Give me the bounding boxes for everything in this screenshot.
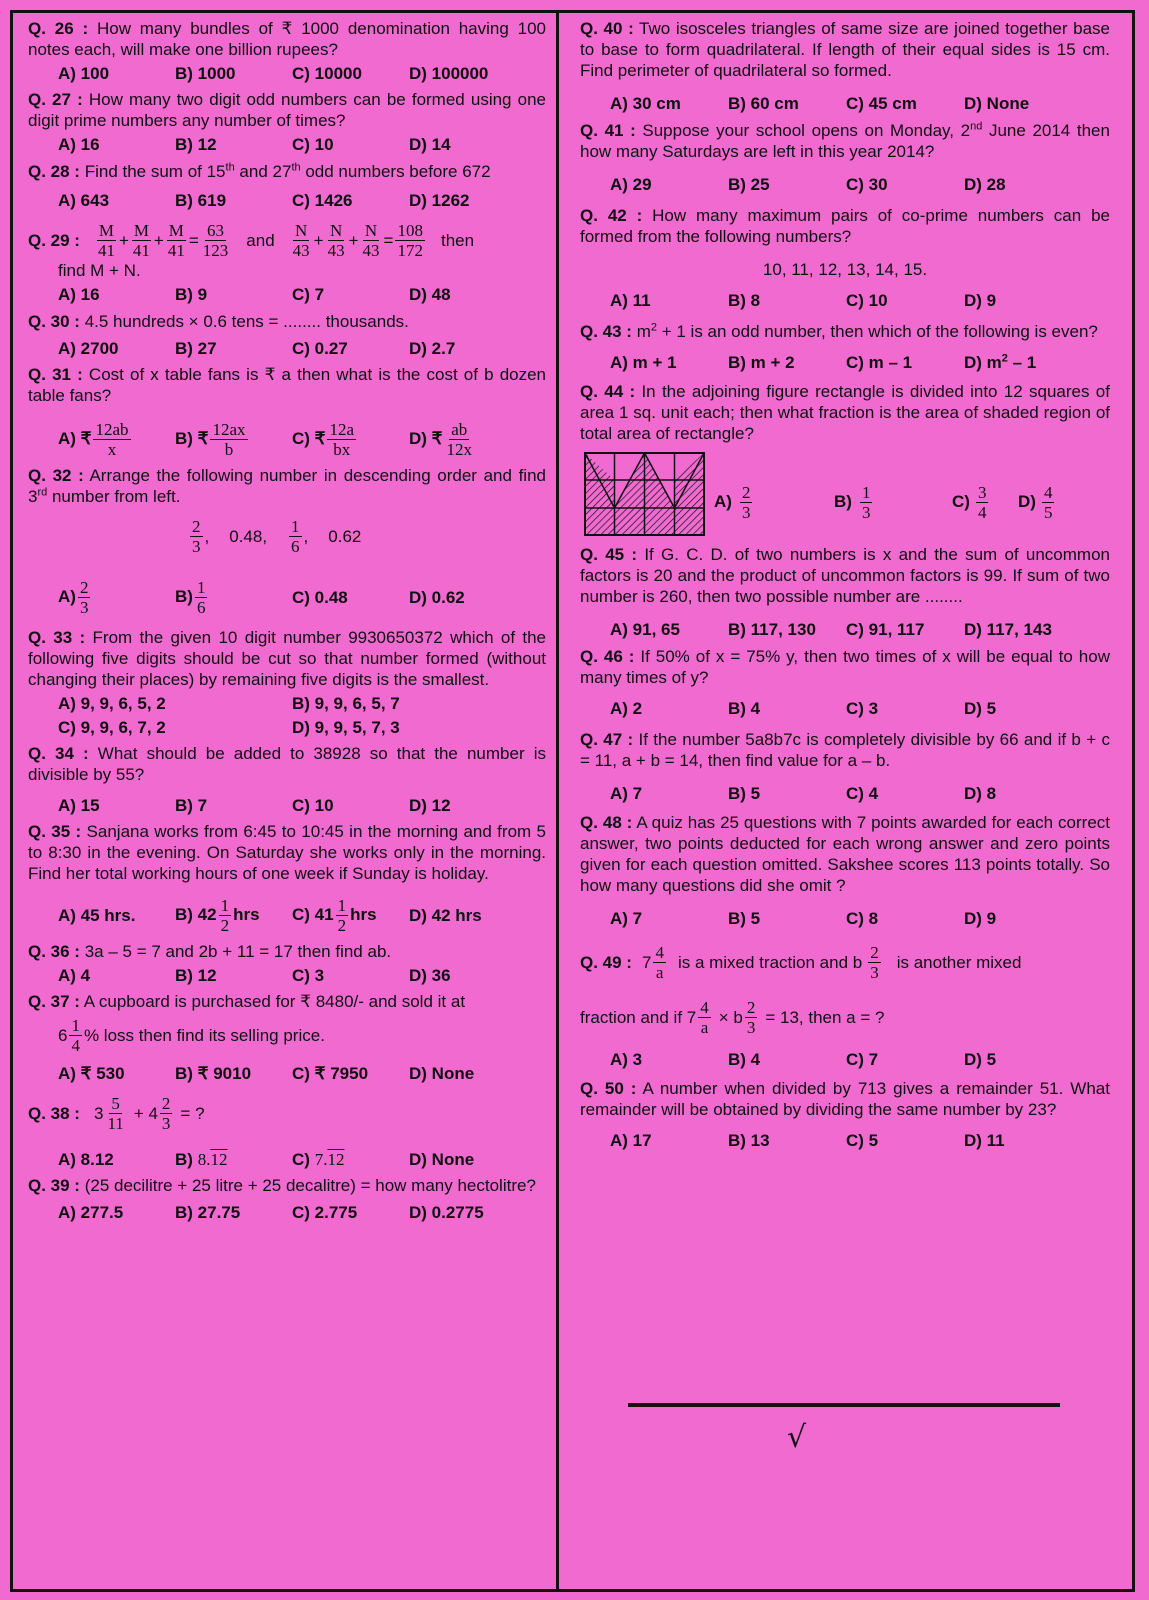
option-c: C) 10 (292, 796, 334, 815)
option-b: B) 9 (175, 285, 208, 304)
option-b: B) 4 (728, 699, 761, 718)
options-45 (580, 619, 1110, 640)
fraction: $\frac{12ax}{b}$ (212, 420, 246, 459)
option-c: C) 5 (846, 1131, 879, 1150)
question-number: Q. 48 : (580, 813, 633, 832)
option-d: D) 42 hrs (409, 906, 482, 925)
whole-number: 6 (58, 1026, 68, 1045)
option-a: A) 2700 (58, 339, 119, 358)
option-c: C) ₹ $\frac{12a}{bx}$ (292, 420, 355, 459)
question-number: Q. 27 : (28, 90, 83, 109)
fraction: $\frac{12a}{bx}$ (329, 420, 355, 459)
handwritten-tick-mark: √ (787, 1420, 807, 1455)
question-35 (28, 821, 546, 884)
option-c: C) 10 (292, 135, 334, 154)
options-39 (28, 1202, 546, 1223)
option-a: A) 11 (610, 291, 651, 310)
question-text: In the adjoining figure rectangle is divided into 12 squares of area 1 sq. unit each; then what fraction is the area of shaded region of total area of rectangle? (580, 382, 1110, 443)
option-d: D) 12 (409, 796, 451, 815)
options-42 (580, 290, 1110, 311)
right-column (580, 18, 1110, 1156)
question-text: 4.5 hundreds × 0.6 tens = ........ thousands. (84, 312, 409, 331)
option-a: A) m + 1 (610, 353, 677, 372)
fraction: $\frac{M}{41}$ (167, 221, 185, 260)
option-a: A) 4 (58, 966, 91, 985)
question-41 (580, 120, 1110, 162)
option-a: A) 2 (610, 699, 643, 718)
question-number: Q. 37 : (28, 992, 80, 1011)
option-a: A) ₹ $\frac{12ab}{x}$ (58, 420, 129, 459)
option-b: B) 4 (728, 1050, 761, 1069)
question-40 (580, 18, 1110, 81)
option-b: B) m + 2 (728, 353, 795, 372)
option-b: B) ₹ $\frac{12ax}{b}$ (175, 420, 246, 459)
question-38 (28, 1094, 546, 1133)
option-a: A) 3 (610, 1050, 643, 1069)
option-a: A) 91, 65 (610, 620, 680, 639)
question-number: Q. 26 : (28, 19, 89, 38)
question-45 (580, 544, 1110, 607)
option-b: B) 42 $\frac{1}{2}$ hrs (175, 896, 260, 935)
fraction: $\frac{1}{2}$ (337, 896, 347, 935)
question-number: Q. 45 : (580, 545, 638, 564)
fraction: $\frac{2}{3}$ (161, 1094, 171, 1133)
question-number: Q. 35 : (28, 822, 82, 841)
option-c: C) 10000 (292, 64, 362, 83)
superscript: 2 (650, 321, 657, 334)
question-number: Q. 36 : (28, 942, 80, 961)
option-d: D) ₹ $\frac{ab}{12x}$ (409, 420, 472, 459)
end-rule (628, 1403, 1060, 1407)
question-32 (28, 465, 546, 507)
question-number: Q. 47 : (580, 730, 634, 749)
question-text-part: Find the sum of 15 (84, 162, 226, 181)
question-number: Q. 44 : (580, 382, 636, 401)
option-d: D) $m^2 - 1$ (964, 352, 1037, 372)
fraction: $\frac{ab}{12x}$ (446, 420, 472, 459)
options-26 (28, 63, 546, 84)
options-31 (28, 420, 546, 459)
options-46 (580, 698, 1110, 719)
question-34 (28, 743, 546, 785)
figure-row-44 (580, 452, 1110, 536)
question-26 (28, 18, 546, 60)
question-43 (580, 321, 1110, 342)
question-47 (580, 729, 1110, 771)
option-c: C) 2.775 (292, 1203, 358, 1222)
fraction: $\frac{M}{41}$ (132, 221, 150, 260)
option-a: A) 16 (58, 285, 100, 304)
question-number: Q. 33 : (28, 628, 86, 647)
option-d: D) 9 (964, 909, 997, 928)
options-27 (28, 134, 546, 155)
question-text: How many maximum pairs of co-prime numbers can be formed from the following numbers? (580, 206, 1110, 246)
option-a: A) 7 (610, 909, 643, 928)
option-d: D) 8 (964, 784, 997, 803)
question-44 (580, 381, 1110, 444)
question-text: How many two digit odd numbers can be formed using one digit prime numbers any number of times? (28, 90, 546, 130)
options-36 (28, 965, 546, 986)
question-text-part: fraction and if 7 (580, 1008, 697, 1027)
question-text-part: odd numbers before 672 (300, 162, 491, 181)
option-a: A) 15 (58, 796, 100, 815)
options-50 (580, 1130, 1110, 1151)
option-d: D) 5 (964, 699, 997, 718)
question-text-part: then (440, 231, 475, 250)
question-39 (28, 1175, 546, 1196)
number-item: 0.62 (328, 527, 362, 546)
options-49 (580, 1049, 1110, 1070)
shaded-rectangle-figure (584, 452, 706, 536)
fraction: $\frac{2}{3}$ (79, 578, 89, 617)
question-27 (28, 89, 546, 131)
option-c: C) 7 (846, 1050, 879, 1069)
question-number: Q. 46 : (580, 647, 635, 666)
question-number: Q. 50 : (580, 1079, 637, 1098)
fraction: $\frac{5}{11}$ (107, 1094, 124, 1133)
option-b: B) 5 (728, 909, 761, 928)
options-33-row1 (28, 693, 546, 714)
option-c: C) 9, 9, 6, 7, 2 (58, 718, 166, 737)
question-text: A cupboard is purchased for ₹ 8480/- and sold it at (83, 992, 466, 1011)
option-b: B) $\frac{1}{6}$ (175, 578, 206, 617)
question-text-part: % loss then find its selling price. (83, 1026, 325, 1045)
superscript: th (225, 161, 235, 174)
options-34 (28, 795, 546, 816)
question-42 (580, 205, 1110, 247)
option-b: B) 12 (175, 135, 217, 154)
question-number: Q. 28 : (28, 162, 80, 181)
question-number: Q. 38 : (28, 1104, 80, 1123)
question-text: What should be added to 38928 so that the number is divisible by 55? (28, 744, 546, 784)
question-28 (28, 161, 546, 182)
question-30 (28, 311, 546, 332)
option-c: C) 0.27 (292, 339, 348, 358)
fraction: $\frac{3}{4}$ (977, 483, 987, 522)
conjunction: and (246, 231, 275, 250)
question-text-part: June 2014 then how many Saturdays are left in this year 2014? (580, 121, 1110, 161)
question-36 (28, 941, 546, 962)
question-text: Cost of x table fans is ₹ a then what is the cost of b dozen table fans? (28, 365, 547, 405)
options-29 (28, 284, 546, 305)
options-37 (28, 1063, 546, 1084)
operator: × b (718, 1008, 743, 1027)
option-a: A) 17 (610, 1131, 652, 1150)
fraction: $\frac{1}{3}$ (861, 483, 871, 522)
fraction: $\frac{2}{3}$ (870, 943, 879, 982)
question-text-part: + 1 is an odd number, then which of the following is even? (657, 322, 1098, 341)
option-b: B) 8.12 (175, 1150, 228, 1169)
fraction: $\frac{N}{43}$ (327, 221, 345, 260)
question-number: Q. 34 : (28, 744, 89, 763)
option-d: D) 5 (964, 1050, 997, 1069)
option-c: C) 8 (846, 909, 879, 928)
number-list: 10, 11, 12, 13, 14, 15. (762, 260, 928, 279)
operator: = ? (180, 1104, 205, 1123)
question-text-part: number from left. (47, 487, 181, 506)
options-30 (28, 338, 546, 359)
superscript: th (291, 161, 301, 174)
options-38 (28, 1149, 546, 1170)
option-b: B) 9, 9, 6, 5, 7 (292, 694, 400, 713)
question-text: From the given 10 digit number 9930650372 which of the following five digits should be cut so that number formed (without changing their places) by remaining five digits is the smallest. (28, 628, 547, 689)
option-c: C) 45 cm (846, 94, 917, 113)
question-text-part: and 27 (234, 162, 292, 181)
option-b: B) 27 (175, 339, 217, 358)
option-c: C) 1426 (292, 191, 353, 210)
option-b: B) 60 cm (728, 94, 799, 113)
question-text: If 50% of x = 75% y, then two times of x will be equal to how many times of y? (580, 647, 1110, 687)
option-d: D) None (409, 1150, 475, 1169)
option-a: A) $\frac{2}{3}$ (58, 578, 89, 617)
option-a: A) $\frac{2}{3}$ (714, 483, 751, 522)
option-c: C) 0.48 (292, 588, 348, 607)
option-c: C) m – 1 (846, 353, 913, 372)
option-c: C) 3 (292, 966, 325, 985)
question-text: A number when divided by 713 gives a remainder 51. What remainder will be obtained by dividing the same number by 23? (580, 1079, 1110, 1119)
number-list: $\frac{2}{3}$ , 0.48, $\frac{1}{6}$ , 0.62 (192, 517, 362, 556)
question-text: 3a – 5 = 7 and 2b + 11 = 17 then find ab. (84, 942, 392, 961)
question-text: If the number 5a8b7c is completely divisible by 66 and if b + c = 11, a + b = 14, then find value for a – b. (580, 730, 1110, 770)
option-a: A) 643 (58, 191, 110, 210)
fraction: $\frac{4}{5}$ (1043, 483, 1053, 522)
option-b: B) 27.75 (175, 1203, 241, 1222)
option-a: A) ₹ 530 (58, 1064, 125, 1083)
question-number: Q. 41 : (580, 121, 636, 140)
option-d: D) 0.62 (409, 588, 465, 607)
fraction: $\frac{63}{123}$ (202, 221, 229, 260)
question-text: If G. C. D. of two numbers is x and the sum of uncommon factors is 20 and the product of uncommon factors is 99. If sum of two number is 260, then two possible number are ........ (580, 545, 1110, 606)
option-c: C) 41 $\frac{1}{2}$ hrs (292, 896, 377, 935)
question-number: Q. 29 : (28, 231, 80, 250)
question-49-line2 (580, 998, 1110, 1037)
fraction: $\frac{N}{43}$ (292, 221, 310, 260)
option-d: D) 14 (409, 135, 451, 154)
option-b: B) 7 (175, 796, 208, 815)
superscript: nd (970, 120, 983, 133)
question-number: Q. 39 : (28, 1176, 80, 1195)
question-31 (28, 364, 546, 406)
question-number: Q. 43 : (580, 322, 632, 341)
fraction: $\frac{1}{4}$ (71, 1016, 80, 1055)
question-text: How many bundles of ₹ 1000 denomination having 100 notes each, will make one billion rupees? (28, 19, 546, 59)
options-33-row2 (28, 717, 546, 738)
option-d: D) None (964, 94, 1030, 113)
option-c: C) 91, 117 (846, 620, 925, 639)
question-48 (580, 812, 1110, 896)
question-33 (28, 627, 546, 690)
option-d: D) None (409, 1064, 475, 1083)
option-b: B) $\frac{1}{3}$ (834, 483, 871, 522)
options-40 (580, 93, 1110, 114)
options-43 (580, 352, 1110, 373)
option-a: A) 8.12 (58, 1150, 114, 1169)
operator: + 4 (133, 1104, 158, 1123)
options-35 (28, 896, 546, 935)
question-text-part: Arrange the following number in descending order and find 3 (28, 466, 546, 506)
question-number: Q. 31 : (28, 365, 83, 384)
option-d: D) 9, 9, 5, 7, 3 (292, 718, 400, 737)
question-29: Q. 29 : $\frac{M}{41}$ + $\frac{M}{41}$ + $\frac{M}{41}$ = $\frac{63}{123}$ and $\frac{N}{43}$ + $\frac{N}{43}$ + $\frac{N}{43}$ = $\frac{108}{172}$ then (28, 221, 475, 260)
fraction: $\frac{1}{6}$ (196, 578, 206, 617)
option-b: B) 25 (728, 175, 770, 194)
option-d: D) 28 (964, 175, 1006, 194)
option-b: B) 8 (728, 291, 761, 310)
superscript: rd (37, 486, 48, 499)
question-50 (580, 1078, 1110, 1120)
option-d: D) $\frac{4}{5}$ (1018, 483, 1053, 522)
question-text: Sanjana works from 6:45 to 10:45 in the morning and from 5 to 8:30 in the evening. On Saturday she works only in the morning. Find her total working hours of one week if Sunday is holiday. (28, 822, 546, 883)
question-37 (28, 991, 546, 1012)
fraction: $\frac{4}{a}$ (700, 998, 709, 1037)
fraction: $\frac{1}{2}$ (220, 896, 230, 935)
option-b: B) ₹ 9010 (175, 1064, 252, 1083)
question-37-line2 (28, 1016, 546, 1055)
option-c: C) 3 (846, 699, 879, 718)
question-text: A quiz has 25 questions with 7 points awarded for each correct answer, two points deducted for each wrong answer and zero points given for each question omitted. Sakshee scores 113 points totally. So how many questions did she omit ? (580, 813, 1110, 895)
options-47 (580, 783, 1110, 804)
option-d: D) 100000 (409, 64, 489, 83)
option-d: D) 9 (964, 291, 997, 310)
option-d: D) 48 (409, 285, 451, 304)
option-d: D) 2.7 (409, 339, 456, 358)
whole-number: 7 (641, 953, 652, 972)
option-a: A) 277.5 (58, 1203, 124, 1222)
question-text-part: find M + N. (58, 261, 141, 280)
option-b: B) 13 (728, 1131, 770, 1150)
fraction: $\frac{M}{41}$ (97, 221, 115, 260)
option-c: C) 7 (292, 285, 325, 304)
fraction: $\frac{108}{172}$ (397, 221, 423, 260)
option-c: C) 10 (846, 291, 888, 310)
option-a: A) 100 (58, 64, 110, 83)
fraction: $\frac{2}{3}$ (741, 483, 751, 522)
question-text-part: is another mixed (896, 953, 1022, 972)
option-b: B) 117, 130 (728, 620, 816, 639)
option-a: A) 45 hrs. (58, 906, 136, 925)
option-a: A) 7 (610, 784, 643, 803)
option-b: B) 12 (175, 966, 217, 985)
question-text-part: is a mixed traction and b (677, 953, 863, 972)
option-d: D) 1262 (409, 191, 470, 210)
fraction: $\frac{2}{3}$ (192, 517, 201, 556)
question-text-part: Suppose your school opens on Monday, 2 (642, 121, 971, 140)
options-32 (28, 578, 546, 617)
option-b: B) 1000 (175, 64, 236, 83)
question-number: Q. 40 : (580, 19, 634, 38)
fraction: $\frac{N}{43}$ (362, 221, 380, 260)
fraction: $\frac{1}{6}$ (291, 517, 300, 556)
option-a: A) 16 (58, 135, 100, 154)
option-b: B) 5 (728, 784, 761, 803)
question-number: Q. 30 : (28, 312, 80, 331)
options-41 (580, 174, 1110, 195)
question-46 (580, 646, 1110, 688)
option-a: A) 30 cm (610, 94, 681, 113)
option-a: A) 9, 9, 6, 5, 2 (58, 694, 166, 713)
left-column (28, 18, 546, 1228)
fraction: $\frac{12ab}{x}$ (95, 420, 129, 459)
column-divider (556, 10, 559, 1592)
option-a: A) 29 (610, 175, 652, 194)
options-44 (714, 483, 1056, 522)
option-c: C) 7.12 (292, 1150, 345, 1169)
question-text-part: m (636, 322, 651, 341)
options-28 (28, 190, 546, 211)
question-text: (25 decilitre + 25 litre + 25 decalitre) = how many hectolitre? (84, 1176, 536, 1195)
fraction: $\frac{4}{a}$ (655, 943, 664, 982)
option-b: B) 619 (175, 191, 227, 210)
question-49 (580, 943, 1110, 982)
question-number: Q. 49 : (580, 953, 632, 972)
option-d: D) 0.2775 (409, 1203, 484, 1222)
question-text: Two isosceles triangles of same size are joined together base to base to form quadrilateral. If length of their equal sides is 15 cm. Find perimeter of quadrilateral so formed. (580, 19, 1111, 80)
option-c: C) $\frac{3}{4}$ (952, 483, 987, 522)
fraction: $\frac{2}{3}$ (746, 998, 756, 1037)
question-number: Q. 42 : (580, 206, 643, 225)
option-d: D) 117, 143 (964, 620, 1052, 639)
whole-number: 3 (93, 1104, 104, 1123)
option-c: C) ₹ 7950 (292, 1064, 369, 1083)
option-d: D) 36 (409, 966, 451, 985)
question-number: Q. 32 : (28, 466, 84, 485)
number-item: 0.48, (229, 527, 268, 546)
options-48 (580, 908, 1110, 929)
option-c: C) 30 (846, 175, 888, 194)
option-c: C) 4 (846, 784, 879, 803)
option-d: D) 11 (964, 1131, 1005, 1150)
question-text-part: = 13, then a = ? (765, 1008, 885, 1027)
